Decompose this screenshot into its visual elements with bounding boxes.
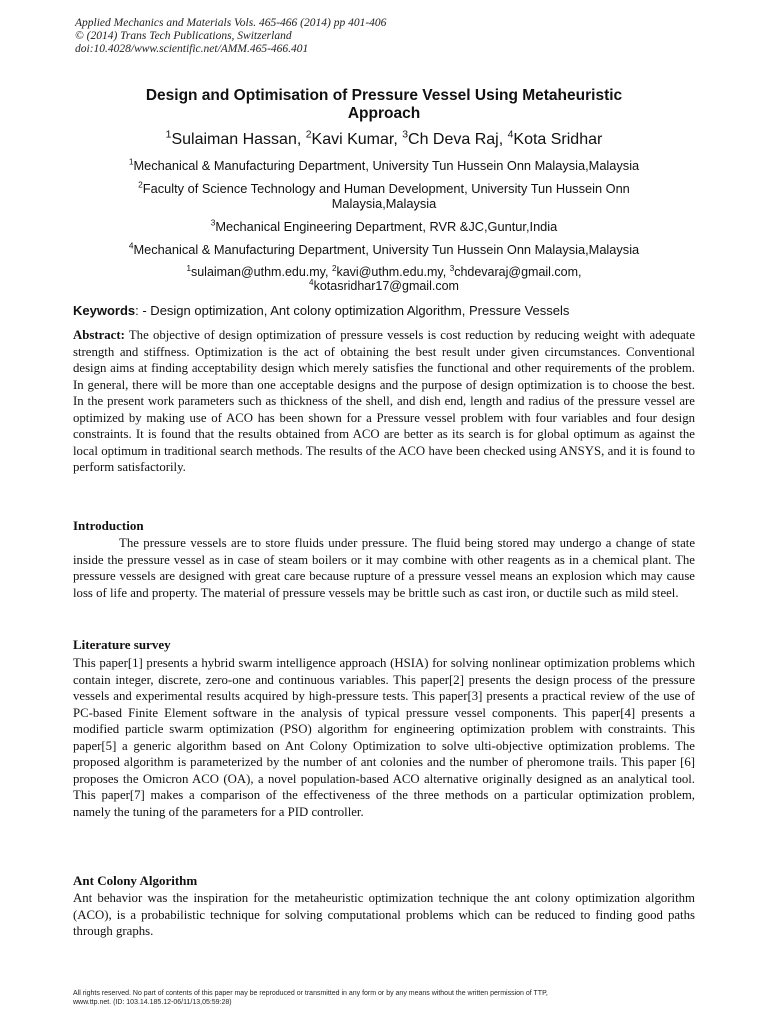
keywords-label: Keywords (73, 303, 136, 318)
keywords (73, 303, 695, 318)
ant-colony-text: Ant behavior was the inspiration for the metaheuristic optimization technique the ant colony optimization algorithm (ACO), is a probabilistic technique for solving computational problems which can be reduced to finding good paths through graphs. (73, 891, 695, 938)
footer-line-rights: All rights reserved. No part of contents of this paper may be reproduced or transmitted in any form or by any means without the written permission of TTP, (73, 990, 548, 997)
email-3-marker: 3 (449, 263, 455, 273)
author-1-marker: 1 (165, 129, 172, 141)
affiliation-1-text: Mechanical & Manufacturing Department, University Tun Hussein Onn Malaysia,Malaysia (133, 158, 640, 173)
affiliation-3-text: Mechanical Engineering Department, RVR &JC,Guntur,India (215, 219, 558, 234)
affiliation-3 (80, 219, 688, 234)
affiliation-2-text-cont: Malaysia,Malaysia (331, 196, 437, 211)
literature-survey-text: This paper[1] presents a hybrid swarm intelligence approach (HSIA) for solving nonlinear optimization problems which contain integer, discrete, zero-one and continuous variables. This paper[2] presents the design process of the pressure vessels and experimental results acquired by high-pressure tests. This paper[3] presents a practical review of the use of PC-based Finite Element software in the analysis of typical pressure vessel components. This paper[4] presents a modified particle swarm optimization (PSO) algorithm for engineering optimization problem with constraints. This paper[5] a generic algorithm based on Ant Colony Optimization to solve ulti-objective optimization problems. The proposed algorithm is parameterized by the number of ant colonies and the number of pheromone trails. This paper [6] proposes the Omicron ACO (OA), a novel population-based ACO alternative originally designed as an analytical tool. This paper[7] makes a comparison of the effectiveness of the three methods on a particular optimization problem, namely the tuning of the parameters for a PID controller. (73, 656, 695, 819)
email-3: chdevaraj@gmail.com, (454, 265, 582, 279)
email-2-marker: 2 (331, 263, 337, 273)
affiliation-4-marker: 4 (128, 240, 134, 251)
affiliation-1-marker: 1 (128, 156, 134, 167)
author-2-name: Kavi Kumar, (311, 131, 403, 148)
journal-line-volume: Applied Mechanics and Materials Vols. 465-466 (2014) pp 401-406 (75, 17, 387, 29)
copyright-footer (73, 990, 695, 1007)
journal-line-doi: doi:10.4028/www.scientific.net/AMM.465-466.401 (75, 43, 309, 55)
affiliation-2 (80, 181, 688, 211)
introduction-text: The pressure vessels are to store fluids under pressure. The fluid being stored may undergo a change of state inside the pressure vessel as in case of steam boilers or it may combine with other reagents as in a chemical plant. The pressure vessels are designed with great care because rupture of a pressure vessel means an explosion which may cause loss of life and property. The material of pressure vessels may be brittle such as cast iron, or ductile such as mild steel. (73, 536, 695, 600)
affiliation-2-marker: 2 (138, 179, 143, 190)
author-3-marker: 3 (402, 129, 409, 141)
email-2: kavi@uthm.edu.my, (336, 265, 450, 279)
author-1-name: Sulaiman Hassan, (171, 131, 306, 148)
keywords-text: : - Design optimization, Ant colony optimization Algorithm, Pressure Vessels (135, 303, 570, 318)
email-1: sulaiman@uthm.edu.my, (190, 265, 332, 279)
author-4-name: Kota Sridhar (513, 131, 603, 148)
email-4: kotasridhar17@gmail.com (313, 279, 459, 293)
journal-line-copyright: © (2014) Trans Tech Publications, Switzerland (75, 30, 292, 42)
email-4-marker: 4 (309, 277, 314, 287)
author-emails (80, 265, 688, 293)
paper-title-line-2: Approach (347, 105, 421, 122)
affiliation-3-marker: 3 (210, 217, 216, 228)
journal-citation (75, 17, 386, 56)
abstract-label: Abstract: (73, 328, 125, 342)
footer-line-id: www.ttp.net. (ID: 103.14.185.12-06/11/13,05:59:28) (73, 998, 232, 1006)
author-2-marker: 2 (305, 129, 312, 141)
affiliation-4-text: Mechanical & Manufacturing Department, University Tun Hussein Onn Malaysia,Malaysia (133, 242, 640, 257)
paper-title (80, 87, 688, 123)
paper-title-line-1: Design and Optimisation of Pressure Vessel Using Metaheuristic (145, 87, 623, 104)
affiliation-1 (80, 158, 688, 173)
affiliation-4 (80, 242, 688, 257)
author-list (60, 130, 708, 150)
section-heading-ant-colony: Ant Colony Algorithm (73, 873, 198, 888)
abstract (73, 327, 695, 476)
section-heading-introduction: Introduction (73, 518, 144, 533)
affiliation-2-text: Faculty of Science Technology and Human Development, University Tun Hussein Onn (142, 181, 630, 196)
section-heading-literature-survey: Literature survey (73, 637, 171, 652)
email-1-marker: 1 (186, 263, 191, 273)
author-4-marker: 4 (507, 129, 514, 141)
abstract-text: The objective of design optimization of pressure vessels is cost reduction by reducing weight with adequate strength and stiffness. Optimization is the act of obtaining the best result under given circumstances. Conventional design aims at finding acceptability design which merely satisfies the functional and other requirements of the problem. In general, there will be more than one acceptable designs and the purpose of design optimization is to choose the best. In the present work parameters such as thickness of the shell, and dish end, length and radius of the pressure vessel are optimized by making use of ACO has been shown for a Pressure vessel problem with four variables and four design constraints. It is found that the results obtained from ACO are better as its search is for global optimum as against the local optimum in traditional search methods. The results of the ACO have been checked using ANSYS, and it is found to perform satisfactorily. (73, 328, 695, 474)
author-3-name: Ch Deva Raj, (408, 131, 508, 148)
